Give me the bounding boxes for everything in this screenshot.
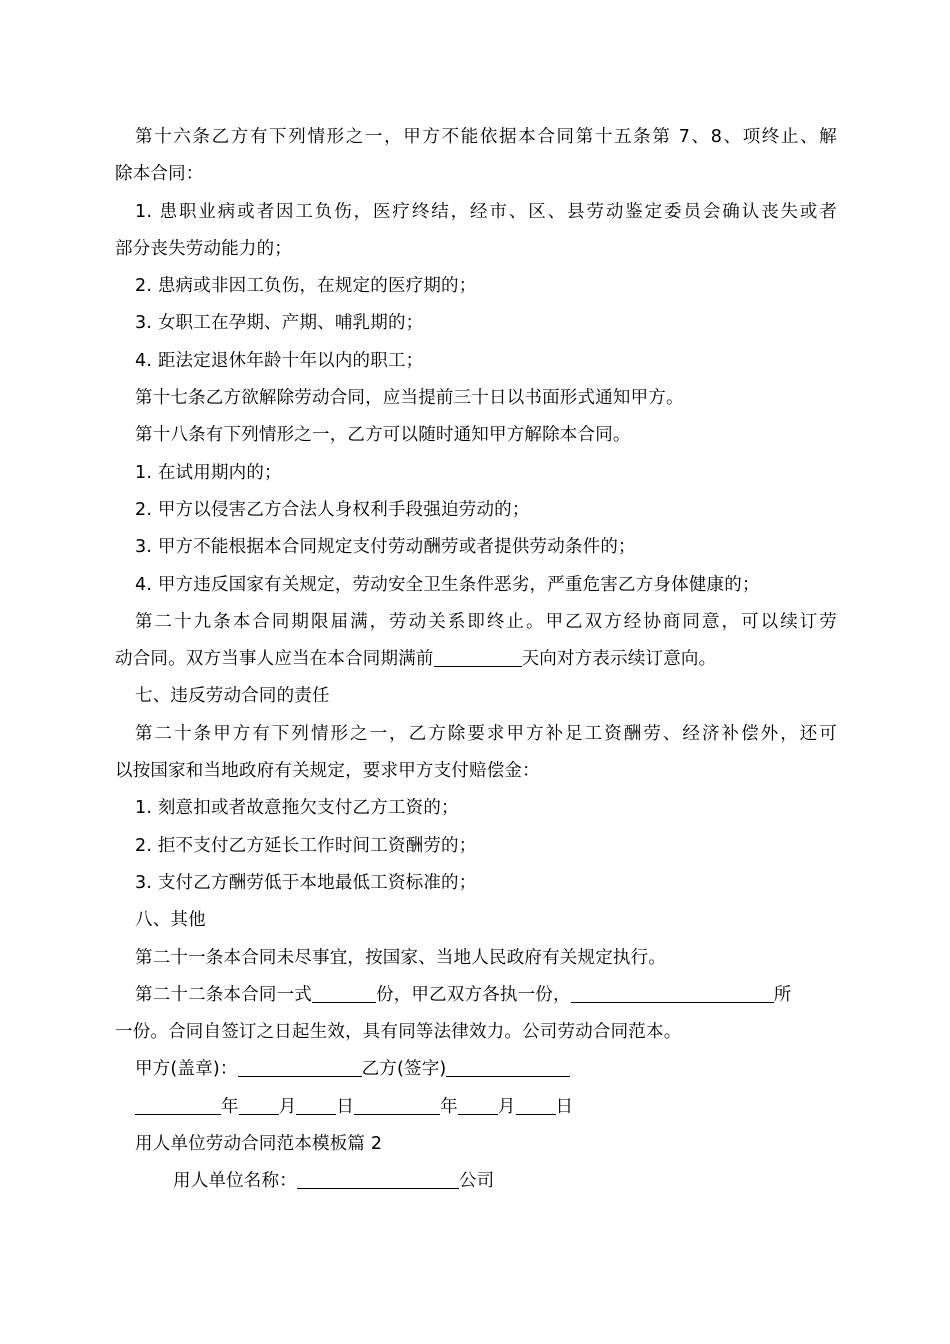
article-18-item-2: 2. 甲方以侵害乙方合法人身权利手段强迫劳动的； (135, 499, 530, 520)
year-b-blank (354, 1096, 440, 1115)
article-17: 第十七条乙方欲解除劳动合同，应当提前三十日以书面形式通知甲方。 (135, 388, 684, 409)
employer-name-blank (297, 1170, 459, 1189)
article-20-item-3: 3. 支付乙方酬劳低于本地最低工资标准的； (135, 872, 477, 893)
year-a-blank (135, 1096, 221, 1115)
filing-blank (571, 984, 774, 1003)
item-2: 2. 患病或非因工负伤，在规定的医疗期的； (135, 276, 477, 297)
days-blank (434, 648, 522, 667)
article-20-item-1: 1. 刻意扣或者故意拖欠支付乙方工资的； (135, 798, 459, 819)
party-b-blank (446, 1058, 570, 1077)
signature-line: 甲方(盖章)： 乙方(签字) (115, 1051, 837, 1088)
template-title: 用人单位劳动合同范本模板篇 2 (135, 1134, 383, 1155)
date-line: 年 月 日 年 月 日 (115, 1089, 837, 1126)
article-29-line2: 动合同。双方当事人应当在本合同期满前 天向对方表示续订意向。 (115, 649, 717, 670)
article-20-item-2: 2. 拒不支付乙方延长工作时间工资酬劳的； (135, 835, 477, 856)
month-a-blank (239, 1096, 279, 1115)
article-18-item-4: 4. 甲方违反国家有关规定，劳动安全卫生条件恶劣，严重危害乙方身体健康的； (135, 574, 760, 595)
item-1-line2: 部分丧失劳动能力的； (115, 238, 292, 259)
day-a-blank (296, 1096, 336, 1115)
article-16-line2: 除本合同： (115, 164, 204, 185)
item-3: 3. 女职工在孕期、产期、哺乳期的； (135, 313, 424, 334)
article-16-line1: 第十六条乙方有下列情形之一，甲方不能依据本合同第十五条第 7、8、项终止、解 (135, 127, 837, 147)
article-18-item-1: 1. 在试用期内的； (135, 462, 282, 483)
article-18: 第十八条有下列情形之一，乙方可以随时通知甲方解除本合同。 (135, 425, 631, 446)
article-22-line2: 一份。合同自签订之日起生效，具有同等法律效力。公司劳动合同范本。 (115, 1022, 682, 1043)
contract-body (115, 119, 837, 1201)
item-4: 4. 距法定退休年龄十年以内的职工； (135, 350, 424, 371)
section-7-heading: 七、违反劳动合同的责任 (135, 686, 330, 707)
article-20-line1: 第二十条甲方有下列情形之一，乙方除要求甲方补足工资酬劳、经济补偿外，还可 (135, 723, 837, 744)
section-8-heading: 八、其他 (135, 910, 206, 931)
article-18-item-3: 3. 甲方不能根据本合同规定支付劳动酬劳或者提供劳动条件的； (135, 537, 636, 558)
party-a-blank (238, 1058, 362, 1077)
employer-line: 用人单位名称： 公司 (173, 1171, 495, 1192)
day-b-blank (516, 1096, 556, 1115)
article-22-line1: 第二十二条本合同一式 份，甲乙双方各执一份， 所 (135, 984, 792, 1005)
article-21: 第二十一条本合同未尽事宜，按国家、当地人民政府有关规定执行。 (135, 947, 666, 968)
article-29-line1: 第二十九条本合同期限届满，劳动关系即终止。甲乙双方经协商同意，可以续订劳 (135, 611, 837, 632)
article-20-line2: 以按国家和当地政府有关规定，要求甲方支付赔偿金： (115, 761, 540, 782)
item-1-line1: 1. 患职业病或者因工负伤，医疗终结，经市、区、县劳动鉴定委员会确认丧失或者 (135, 201, 837, 222)
month-b-blank (458, 1096, 498, 1115)
copies-blank (312, 984, 376, 1003)
